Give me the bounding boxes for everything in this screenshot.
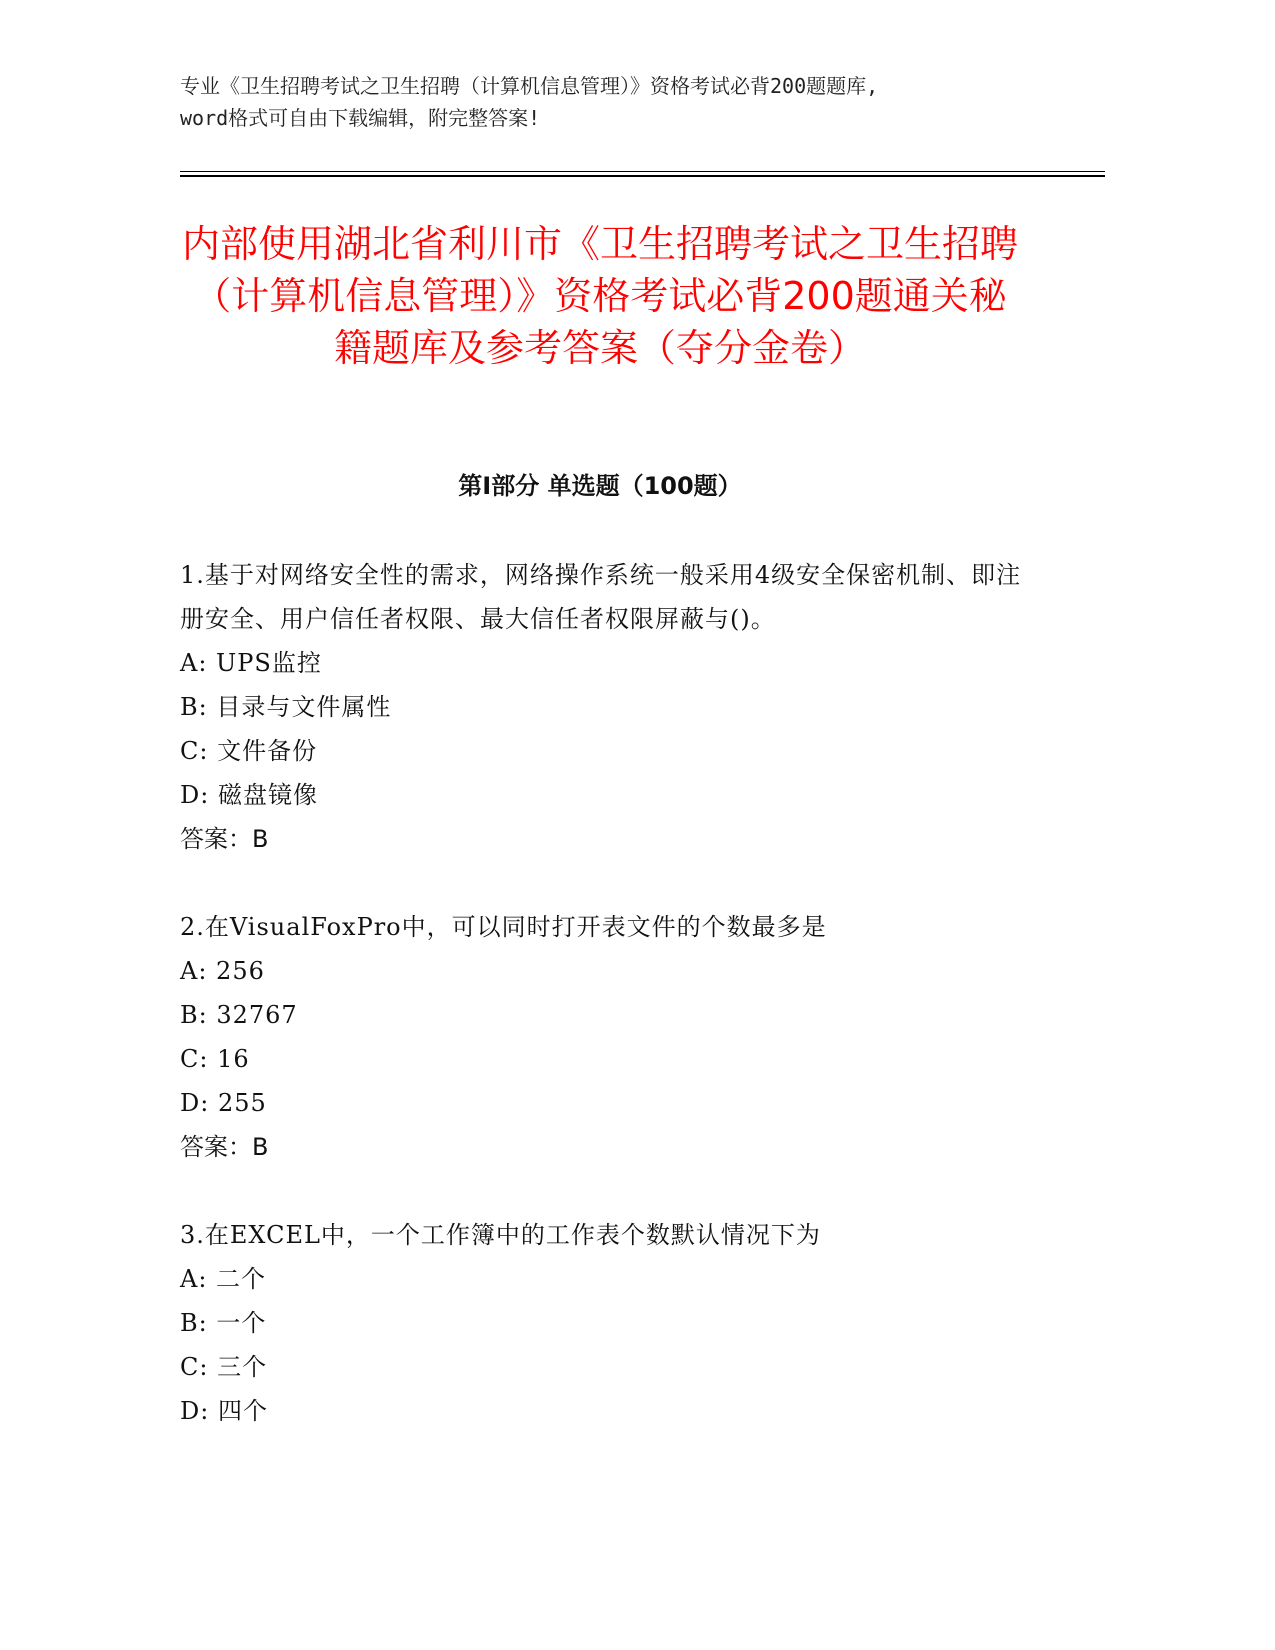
option-d: D: 四个 xyxy=(180,1397,268,1425)
header-divider-thick xyxy=(180,175,1105,177)
section-heading: 第I部分 单选题（100题） xyxy=(458,472,742,500)
header-divider-thin xyxy=(180,171,1105,172)
option-c: C: 文件备份 xyxy=(180,737,318,765)
answer: 答案：B xyxy=(180,1133,269,1161)
header-note-line-1: 专业《卫生招聘考试之卫生招聘（计算机信息管理）》资格考试必背200题题库, xyxy=(180,74,879,98)
option-c: C: 三个 xyxy=(180,1353,268,1381)
header-note-line-2: word格式可自由下载编辑，附完整答案! xyxy=(180,106,541,130)
question-text: 1.基于对网络安全性的需求，网络操作系统一般采用4级安全保密机制、即注册安全、用户信任者权限、最大信任者权限屏蔽与()。 xyxy=(180,561,1022,633)
option-a: A: 二个 xyxy=(180,1265,267,1293)
answer: 答案：B xyxy=(180,825,269,853)
option-a: A: 256 xyxy=(180,957,265,985)
header-note xyxy=(180,70,1080,134)
question-2 xyxy=(180,905,1040,1169)
option-b: B: 一个 xyxy=(180,1309,267,1337)
option-d: D: 255 xyxy=(180,1089,267,1117)
document-title: 内部使用湖北省利川市《卫生招聘考试之卫生招聘（计算机信息管理）》资格考试必背200题通关秘籍题库及参考答案（夺分金卷） xyxy=(181,222,1018,370)
question-list xyxy=(180,553,1040,1477)
question-3 xyxy=(180,1213,1040,1433)
option-d: D: 磁盘镜像 xyxy=(180,781,318,809)
option-b: B: 目录与文件属性 xyxy=(180,693,392,721)
question-text: 2.在VisualFoxPro中，可以同时打开表文件的个数最多是 xyxy=(180,913,827,941)
question-1 xyxy=(180,553,1040,861)
option-a: A: UPS监控 xyxy=(180,649,322,677)
question-text: 3.在EXCEL中，一个工作簿中的工作表个数默认情况下为 xyxy=(180,1221,821,1249)
option-c: C: 16 xyxy=(180,1045,250,1073)
option-b: B: 32767 xyxy=(180,1001,298,1029)
